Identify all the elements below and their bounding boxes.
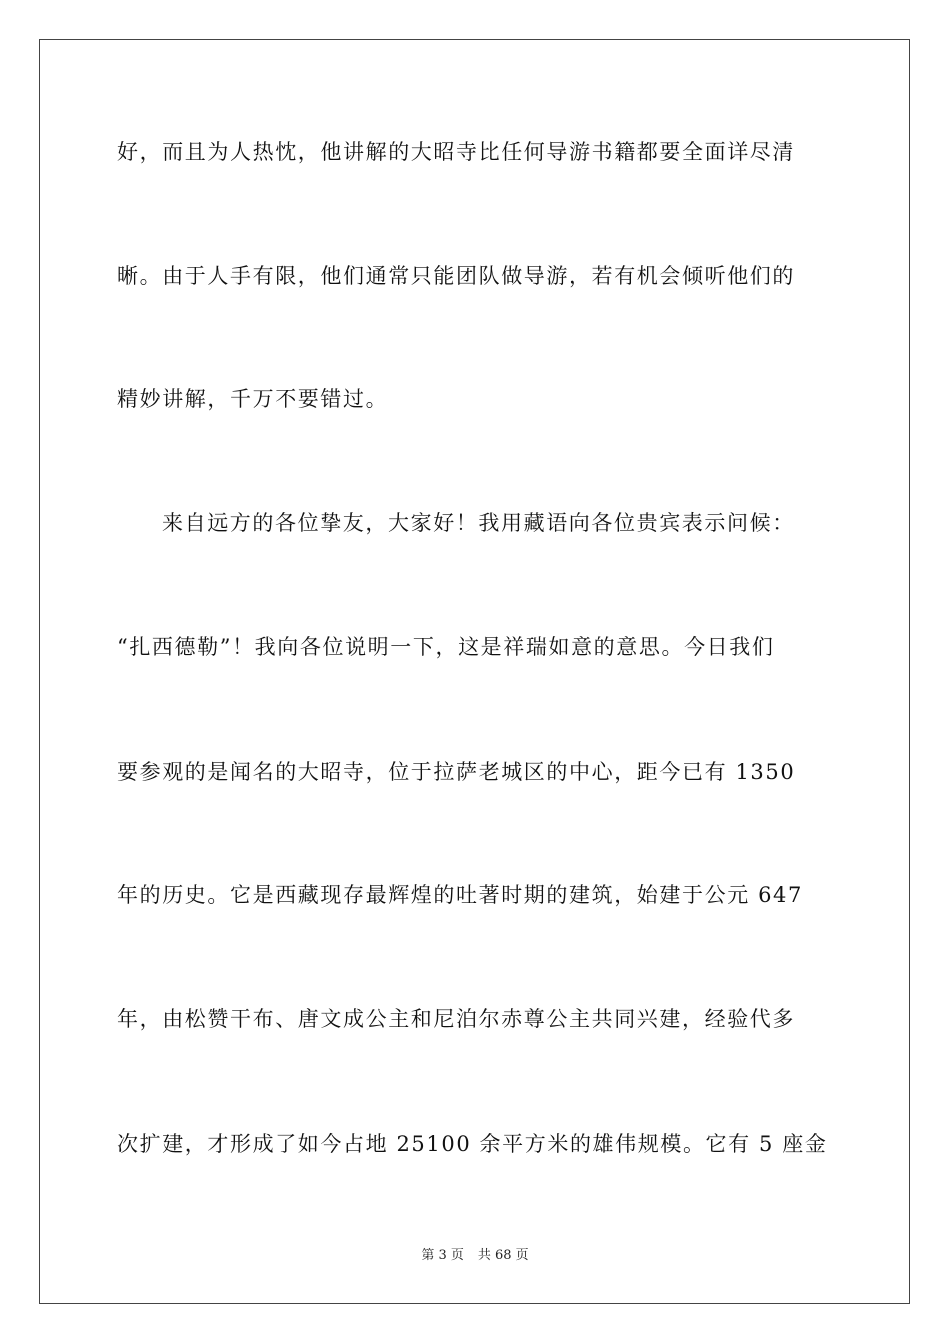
page-total: 共 68 页 xyxy=(477,1248,529,1263)
paragraph-line: 来自远方的各位挚友，大家好！我用藏语向各位贵宾表示问候： xyxy=(162,511,795,535)
paragraph-line: 晰。由于人手有限，他们通常只能团队做导游，若有机会倾听他们的 xyxy=(117,264,795,288)
paragraph-line: 好，而且为人热忱，他讲解的大昭寺比任何导游书籍都要全面详尽清 xyxy=(117,140,795,164)
paragraph-line: 精妙讲解，千万不要错过。 xyxy=(117,387,389,411)
paragraph-line: 次扩建，才形成了如今占地 25100 余平方米的雄伟规模。它有 5 座金 xyxy=(117,1132,828,1156)
page-border xyxy=(39,39,910,1304)
paragraph-line: 年，由松赞干布、唐文成公主和尼泊尔赤尊公主共同兴建，经验代多 xyxy=(117,1007,795,1031)
paragraph-line: “扎西德勒”！我向各位说明一下，这是祥瑞如意的意思。今日我们 xyxy=(117,635,775,659)
paragraph-line: 要参观的是闻名的大昭寺，位于拉萨老城区的中心，距今已有 1350 xyxy=(117,760,796,784)
page-footer xyxy=(0,1246,950,1266)
page-number: 第 3 页 xyxy=(421,1248,464,1263)
paragraph-line: 年的历史。它是西藏现存最辉煌的吐著时期的建筑，始建于公元 647 xyxy=(117,883,803,907)
